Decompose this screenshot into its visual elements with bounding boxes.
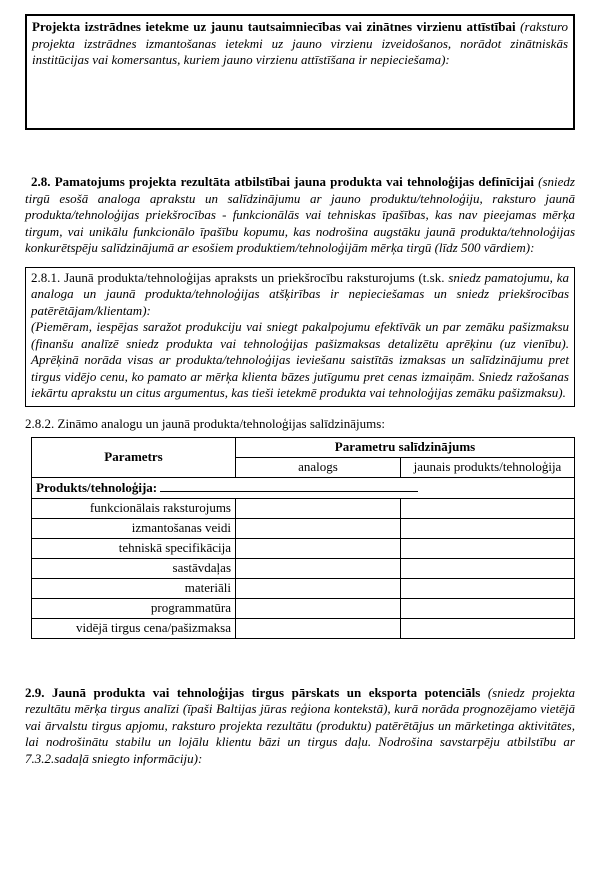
section-2-8-1-example: (Piemēram, iespējas saražot produkciju vai sniegt pakalpojumu efektīvāk un par zemāku pašizmaksu (finanšu analīzē sniedz produkta vai tehnoloģijas pašizmaksas detalizētu aprēķinu (uz vienību). Aprēķinā norāda visas ar produkta/tehnoloģijas ieviešanu saistītās izmaksas un salīdzinājumu pret tirgus vidējo cenu, ko pamato ar mērķa klienta bāzes jutīgumu pret cenas izmaiņām. Sniedz ražošanas iekārtu aprakstu un citus argumentus, kas tieši ietekmē produkta vai tehnoloģijas zemāku pašizmaksu). <box>31 319 569 400</box>
table-row <box>32 598 575 618</box>
section-2-8-heading: 2.8. Pamatojums projekta rezultāta atbilstībai jauna produkta vai tehnoloģijas definīcijai <box>31 174 534 189</box>
section-2-8-1-box <box>25 267 575 407</box>
row-label: vidējā tirgus cena/pašizmaksa <box>32 618 236 638</box>
table-row <box>32 538 575 558</box>
row-label: izmantošanas veidi <box>32 518 236 538</box>
row-label: programmatūra <box>32 598 236 618</box>
cell-analogs-empty[interactable] <box>236 578 401 598</box>
cell-jaunais-empty[interactable] <box>401 578 575 598</box>
impact-box-note: (raksturo projekta izstrādnes izmantošanas ietekmi uz jauno virzienu izveidošanos, norādot zinātniskās institūcijas vai komersantus, kuriem jauno virzienu attīstīšana ir nepieciešama): <box>32 19 569 67</box>
impact-box-text <box>32 19 568 69</box>
impact-description-box <box>25 14 575 130</box>
cell-analogs-empty[interactable] <box>236 598 401 618</box>
table-row <box>32 618 575 638</box>
cell-analogs-empty[interactable] <box>236 538 401 558</box>
section-2-8-1-lead-italic: sniedz pamatojumu, ka analoga un jaunā produkta/tehnoloģijas atšķirības ir nepieciešamas un sniedz priekšrocības patērētājam/klientam): <box>31 269 569 318</box>
cell-jaunais-empty[interactable] <box>401 618 575 638</box>
cell-jaunais-empty[interactable] <box>401 498 575 518</box>
cell-analogs-empty[interactable] <box>236 618 401 638</box>
cell-analogs-empty[interactable] <box>236 558 401 578</box>
product-name-cell <box>32 478 575 499</box>
product-name-row <box>32 478 575 499</box>
table-row <box>32 498 575 518</box>
section-2-8-2-caption: 2.8.2. Zināmo analogu un jaunā produkta/tehnoloģijas salīdzinājums: <box>25 415 385 431</box>
product-name-label: Produkts/tehnoloģija: <box>36 480 158 495</box>
cell-jaunais-empty[interactable] <box>401 538 575 558</box>
table-row <box>32 558 575 578</box>
section-2-8-intro <box>25 174 575 257</box>
table-row <box>32 578 575 598</box>
row-label: tehniskā specifikācija <box>32 538 236 558</box>
table-row <box>32 518 575 538</box>
section-2-9-intro <box>25 685 575 768</box>
section-2-9-heading: 2.9. Jaunā produkta vai tehnoloģijas tirgus pārskats un eksporta potenciāls <box>25 684 481 700</box>
section-2-9-note: (sniedz projekta rezultātu mērķa tirgus analīzi (īpaši Baltijas jūras reģiona kontekstā), kurā norāda prognozējamo vietējā vai ārvalstu tirgus apjomu, raksturo projekta rezultātu (produktu) patērētājus un mārketinga aktivitātes, lai nodrošinātu stabilu un lojālu klientu bāzi un tirgus daļu. Nodrošina savstarpēju atbilstību ar 7.3.2.sadaļā sniegto informāciju): <box>25 684 575 766</box>
impact-input-area[interactable] <box>32 69 568 121</box>
impact-box-title: Projekta izstrādnes ietekme uz jaunu tautsaimniecības vai zinātnes virzienu attīstībai <box>32 19 516 34</box>
subheader-jaunais-produkts: jaunais produkts/tehnoloģija <box>401 458 575 478</box>
row-label: materiāli <box>32 578 236 598</box>
section-2-8-1-lead: 2.8.1. Jaunā produkta/tehnoloģijas apraksts un priekšrocību raksturojums (t.sk. <box>31 269 445 285</box>
cell-analogs-empty[interactable] <box>236 498 401 518</box>
table-header-row <box>32 438 575 458</box>
product-name-underline[interactable] <box>160 479 418 492</box>
subheader-analogs: analogs <box>236 458 401 478</box>
section-2-8-1-lead-paragraph <box>31 270 569 320</box>
comparison-table <box>31 437 575 639</box>
cell-jaunais-empty[interactable] <box>401 518 575 538</box>
cell-jaunais-empty[interactable] <box>401 558 575 578</box>
section-2-8-note: (sniedz tirgū esošā analoga aprakstu un salīdzinājumu ar jauno produktu/tehnoloģiju, raksturo jaunā produkta/tehnoloģijas priekšrocības - funkcionālās vai tehniskas īpašības, kas nav pieejamas mērķa tirgum, vai unikālu funkcionālo īpašību kopumu, kas nodrošina augstāku jaunā produkta/tehnoloģijas konkurētspēju salīdzinājumā ar esošiem produktiem/tehnoloģijām mērķa tirgū (līdz 500 vārdiem): <box>25 174 575 255</box>
header-parametrs: Parametrs <box>32 438 236 478</box>
header-parametru-salidzinajums: Parametru salīdzinājums <box>236 438 575 458</box>
cell-analogs-empty[interactable] <box>236 518 401 538</box>
row-label: funkcionālais raksturojums <box>32 498 236 518</box>
row-label: sastāvdaļas <box>32 558 236 578</box>
cell-jaunais-empty[interactable] <box>401 598 575 618</box>
